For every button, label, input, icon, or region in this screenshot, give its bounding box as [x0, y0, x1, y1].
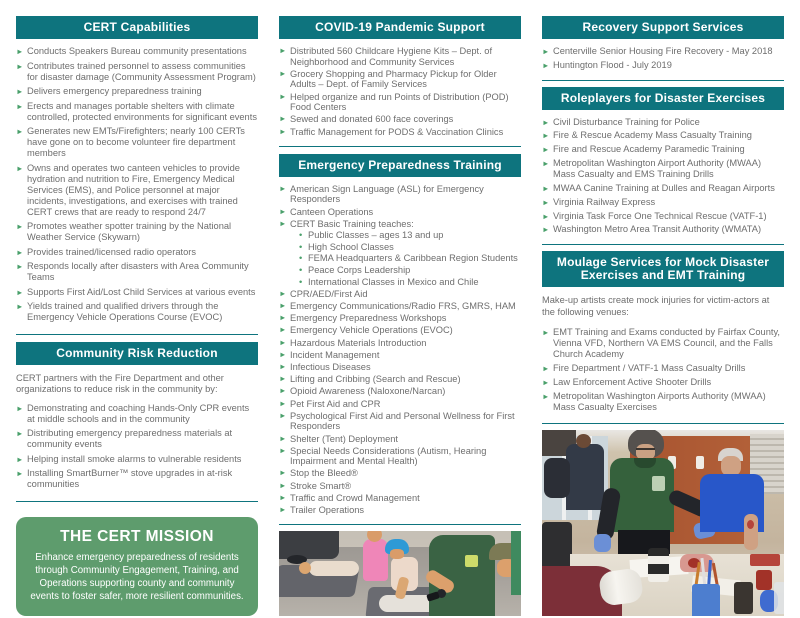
- section-header-recovery-support: Recovery Support Services: [542, 16, 784, 39]
- triangle-bullet-icon: ►: [279, 361, 287, 371]
- sub-list-item: [290, 230, 521, 241]
- section-divider: [279, 146, 521, 147]
- triangle-bullet-icon: ►: [279, 68, 287, 78]
- list-item: [279, 207, 521, 218]
- triangle-bullet-icon: ►: [279, 91, 287, 101]
- section-header-moulage: Moulage Services for Mock Disaster Exercises and EMT Training: [542, 251, 784, 287]
- list-item-content: [290, 411, 521, 432]
- triangle-bullet-icon: ►: [16, 222, 24, 231]
- list-item: [279, 114, 521, 125]
- list-item: [542, 60, 784, 71]
- list-item-text: Provides trained/licensed radio operators: [27, 246, 196, 257]
- list-item-text: Civil Disturbance Training for Police: [553, 116, 700, 127]
- list-item-text: Pet First Aid and CPR: [290, 398, 381, 409]
- list-item-text: Special Needs Considerations (Autism, Hearing Impairment and Mental Health): [290, 445, 487, 467]
- list-item: [279, 468, 521, 479]
- list-item-text: Installing SmartBurner™ stove upgrades in at-risk communities: [27, 468, 233, 489]
- moulage-workshop-photo: [542, 430, 784, 616]
- list-item-text: Fire and Rescue Academy Paramedic Training: [553, 144, 745, 155]
- triangle-bullet-icon: ►: [16, 302, 24, 311]
- list-item: [542, 144, 784, 155]
- sub-item-text: High School Classes: [308, 241, 394, 252]
- artist-logo-shape: [652, 476, 665, 491]
- list-item: [542, 130, 784, 141]
- list-item-content: [290, 219, 521, 288]
- section-header-community-risk-reduction: Community Risk Reduction: [16, 342, 258, 365]
- list-item: [279, 219, 521, 288]
- list-item: [16, 428, 258, 450]
- list-item-text: Fire & Rescue Academy Mass Casualty Training: [553, 130, 752, 141]
- list-item-text: Virginia Task Force One Technical Rescue (VATF-1): [553, 210, 767, 221]
- list-item-text: Emergency Preparedness Workshops: [290, 313, 447, 324]
- triangle-bullet-icon: ►: [542, 184, 550, 194]
- triangle-bullet-icon: ►: [279, 183, 287, 193]
- triangle-bullet-icon: ►: [542, 60, 550, 70]
- list-item-content: [290, 386, 521, 397]
- list-item-text: EMT Training and Exams conducted by Fairfax County, Vienna VFD, Northern VA EMS Council, and the Falls Church Academy: [553, 326, 781, 360]
- list-item-content: [290, 325, 521, 336]
- list-item: [16, 126, 258, 159]
- triangle-bullet-icon: ►: [279, 126, 287, 136]
- child-pink-shape: [363, 539, 388, 581]
- list-item: [542, 363, 784, 374]
- list-item-text: Incident Management: [290, 349, 380, 360]
- list-item-text: Erects and manages portable shelters with climate controlled, protected environments for significant events: [27, 100, 257, 122]
- section-header-cert-capabilities: CERT Capabilities: [16, 16, 258, 39]
- list-item: [279, 301, 521, 312]
- section-divider: [16, 501, 258, 502]
- list-item: [279, 493, 521, 504]
- list-item-text: Lifting and Cribbing (Search and Rescue): [290, 374, 461, 385]
- list-item-content: [290, 289, 521, 300]
- triangle-bullet-icon: ►: [542, 197, 550, 207]
- triangle-bullet-icon: ►: [279, 114, 287, 124]
- clear-bottle-shape: [774, 582, 784, 614]
- sub-list-item: [290, 265, 521, 276]
- list-item-text: Traffic and Crowd Management: [290, 492, 420, 503]
- list-item: [279, 362, 521, 373]
- section-header-emergency-preparedness-training: Emergency Preparedness Training: [279, 154, 521, 177]
- list-item: [16, 287, 258, 298]
- list-item: [16, 261, 258, 283]
- mock-wound-shape: [747, 520, 754, 529]
- list-item: [279, 46, 521, 67]
- triangle-bullet-icon: ►: [279, 301, 287, 311]
- triangle-bullet-icon: ►: [279, 374, 287, 384]
- list-item-text: CPR/AED/First Aid: [290, 288, 368, 299]
- list-item-content: [290, 374, 521, 385]
- green-board-shape: [511, 531, 521, 595]
- triangle-bullet-icon: ►: [542, 327, 550, 337]
- list-item: [279, 69, 521, 90]
- covid-support-list: [279, 46, 521, 139]
- list-item-text: Conducts Speakers Bureau community presentations: [27, 46, 247, 56]
- dot-bullet-icon: •: [299, 230, 303, 241]
- list-item: [279, 434, 521, 445]
- artist-collar-shape: [634, 458, 656, 468]
- instructor-badge-shape: [465, 555, 478, 567]
- list-item-text: Stroke Smart®: [290, 480, 352, 491]
- triangle-bullet-icon: ►: [542, 364, 550, 374]
- list-item-text: Centerville Senior Housing Fire Recovery - May 2018: [553, 46, 773, 56]
- list-item: [16, 247, 258, 258]
- list-item: [542, 377, 784, 388]
- triangle-bullet-icon: ►: [542, 117, 550, 127]
- list-item: [279, 386, 521, 397]
- list-item-text: Promotes weather spotter training by the National Weather Service (Skywarn): [27, 221, 232, 242]
- right-column: [542, 16, 784, 616]
- section-divider: [542, 80, 784, 81]
- dot-bullet-icon: •: [299, 265, 303, 276]
- triangle-bullet-icon: ►: [279, 206, 287, 216]
- section-divider: [542, 244, 784, 245]
- triangle-bullet-icon: ►: [16, 429, 24, 438]
- list-item: [279, 399, 521, 410]
- list-item-text: Helping install smoke alarms to vulnerable residents: [27, 453, 242, 464]
- list-item: [279, 350, 521, 361]
- list-item-text: Law Enforcement Active Shooter Drills: [553, 377, 712, 388]
- list-item-text: CERT Basic Training teaches:: [290, 218, 414, 229]
- triangle-bullet-icon: ►: [542, 131, 550, 141]
- list-item-text: Supports First Aid/Lost Child Services at various events: [27, 286, 256, 297]
- moulage-list: [542, 327, 784, 416]
- section-divider: [542, 423, 784, 424]
- list-item: [16, 46, 258, 57]
- mission-body: Enhance emergency preparedness of residents through Community Engagement, Training, and Operations supporting county and community events to foster safer, more resilient communities.: [30, 551, 244, 602]
- triangle-bullet-icon: ►: [542, 225, 550, 235]
- triangle-bullet-icon: ►: [279, 337, 287, 347]
- sub-item-text: Peace Corps Leadership: [308, 265, 411, 276]
- list-item-text: Huntington Flood - July 2019: [553, 59, 672, 70]
- list-item: [16, 468, 258, 490]
- risk-reduction-list: [16, 403, 258, 494]
- list-item: [279, 325, 521, 336]
- sub-list-item: [290, 242, 521, 253]
- triangle-bullet-icon: ►: [542, 145, 550, 155]
- artist-glasses-icon: [636, 448, 655, 450]
- triangle-bullet-icon: ►: [279, 480, 287, 490]
- triangle-bullet-icon: ►: [16, 262, 24, 271]
- vehicle-shape: [279, 531, 339, 559]
- bg-person-jacket-shape: [566, 444, 604, 510]
- list-item: [16, 163, 258, 218]
- blue-glove-shape: [594, 534, 611, 552]
- list-item-text: Hazardous Materials Introduction: [290, 337, 427, 348]
- list-item: [542, 183, 784, 194]
- triangle-bullet-icon: ►: [279, 445, 287, 455]
- triangle-bullet-icon: ►: [279, 46, 287, 55]
- list-item-text: Delivers emergency preparedness training: [27, 86, 202, 96]
- list-item-content: [290, 338, 521, 349]
- triangle-bullet-icon: ►: [279, 218, 287, 228]
- list-item: [16, 86, 258, 97]
- triangle-bullet-icon: ►: [16, 127, 24, 136]
- list-item-content: [290, 399, 521, 410]
- list-item: [16, 301, 258, 323]
- list-item-content: [290, 350, 521, 361]
- triangle-bullet-icon: ►: [279, 492, 287, 502]
- triangle-bullet-icon: ►: [279, 288, 287, 298]
- list-item: [279, 446, 521, 467]
- triangle-bullet-icon: ►: [542, 158, 550, 168]
- dot-bullet-icon: •: [299, 241, 303, 252]
- patient-face-shape: [721, 456, 741, 476]
- triangle-bullet-icon: ►: [16, 87, 24, 96]
- cpr-mannequin-left-shape: [309, 561, 359, 576]
- list-item: [279, 127, 521, 138]
- triangle-bullet-icon: ►: [542, 47, 550, 56]
- list-item-text: Opioid Awareness (Naloxone/Narcan): [290, 386, 446, 397]
- child-center-face-shape: [390, 549, 404, 559]
- dot-bullet-icon: •: [299, 276, 303, 287]
- middle-column: [279, 16, 521, 616]
- triangle-bullet-icon: ►: [279, 433, 287, 443]
- list-item-text: Metropolitan Washington Airport Authority (MWAA) Mass Casualty and EMS Training Drills: [553, 157, 762, 180]
- cpr-training-photo: [279, 531, 521, 616]
- list-item-text: Owns and operates two canteen vehicles to provide hydration and nutrition to Fire, Emergency Medical Services (EMS), and Police personnel at major incidents, investigations, and exercises with trained CERT crews that are ready to respond 24/7: [27, 162, 240, 217]
- list-item: [542, 46, 784, 57]
- triangle-bullet-icon: ►: [542, 391, 550, 401]
- cert-capabilities-list: [16, 46, 258, 327]
- triangle-bullet-icon: ►: [542, 378, 550, 388]
- triangle-bullet-icon: ►: [279, 349, 287, 359]
- triangle-bullet-icon: ►: [279, 468, 287, 478]
- list-item-text: Shelter (Tent) Deployment: [290, 433, 398, 444]
- list-item-content: [290, 434, 521, 445]
- list-item-text: Distributed 560 Childcare Hygiene Kits – Dept. of Neighborhood and Community Services: [290, 46, 493, 67]
- list-item: [542, 224, 784, 235]
- triangle-bullet-icon: ►: [16, 163, 24, 173]
- list-item-text: Demonstrating and coaching Hands-Only CPR events at middle schools and in the community: [27, 402, 250, 424]
- list-item: [279, 374, 521, 385]
- triangle-bullet-icon: ►: [279, 313, 287, 323]
- list-item-content: [290, 468, 521, 479]
- list-item: [16, 61, 258, 83]
- sub-item-text: Public Classes – ages 13 and up: [308, 230, 444, 241]
- list-item: [279, 289, 521, 300]
- list-item-text: Stop the Bleed®: [290, 468, 358, 479]
- list-item: [279, 184, 521, 205]
- triangle-bullet-icon: ►: [16, 469, 24, 478]
- paint-palette-shape: [750, 554, 780, 566]
- list-item-text: Virginia Railway Express: [553, 196, 656, 207]
- risk-reduction-intro: CERT partners with the Fire Department and other organizations to reduce risk in the community by:: [16, 372, 224, 394]
- recovery-list: [542, 46, 784, 74]
- list-item: [16, 403, 258, 425]
- list-item: [542, 391, 784, 414]
- list-item: [16, 454, 258, 465]
- list-item: [279, 505, 521, 516]
- mission-title: THE CERT MISSION: [60, 527, 214, 545]
- list-item-content: [290, 313, 521, 324]
- training-list: [279, 184, 521, 518]
- list-item-text: Canteen Operations: [290, 206, 374, 217]
- bg-backpack-shape: [544, 458, 570, 498]
- sub-list-item: [290, 277, 521, 288]
- list-item-text: Sewed and donated 600 face coverings: [290, 114, 454, 125]
- triangle-bullet-icon: ►: [279, 325, 287, 335]
- dot-bullet-icon: •: [299, 253, 303, 264]
- list-item-text: Yields trained and qualified drivers through the Emergency Vehicle Operations Course (EVOC): [27, 301, 223, 322]
- triangle-bullet-icon: ►: [279, 386, 287, 396]
- list-item-text: American Sign Language (ASL) for Emergency Responders: [290, 183, 484, 205]
- list-item-text: Grocery Shopping and Pharmacy Pickup for Older Adults – Dept. of Family Services: [290, 68, 497, 90]
- sub-item-text: FEMA Headquarters & Caribbean Region Students: [308, 253, 518, 264]
- list-item-content: [290, 481, 521, 492]
- list-item-content: [290, 362, 521, 373]
- list-item-content: [290, 207, 521, 218]
- list-item-text: Emergency Communications/Radio FRS, GMRS, HAM: [290, 301, 516, 312]
- sub-list: [290, 230, 521, 287]
- list-item: [16, 221, 258, 243]
- triangle-bullet-icon: ►: [279, 398, 287, 408]
- list-item-text: Washington Metro Area Transit Authority (WMATA): [553, 224, 762, 235]
- list-item-text: Responds locally after disasters with Area Community Teams: [27, 261, 249, 282]
- outlet-plate-shape: [696, 456, 704, 469]
- triangle-bullet-icon: ►: [279, 410, 287, 420]
- triangle-bullet-icon: ►: [16, 403, 24, 413]
- section-header-covid-support: COVID-19 Pandemic Support: [279, 16, 521, 39]
- list-item-text: Infectious Diseases: [290, 361, 371, 372]
- roleplayers-list: [542, 117, 784, 239]
- list-item-content: [290, 493, 521, 504]
- list-item: [16, 101, 258, 123]
- list-item-text: Helped organize and run Points of Distribution (POD) Food Centers: [290, 91, 509, 113]
- red-jar-shape: [756, 570, 772, 590]
- list-item-text: Psychological First Aid and Personal Wellness for First Responders: [290, 410, 515, 432]
- list-item: [542, 158, 784, 181]
- list-item: [542, 197, 784, 208]
- sub-item-text: International Classes in Mexico and Chile: [308, 276, 479, 287]
- list-item: [279, 313, 521, 324]
- dark-jar-shape: [734, 582, 753, 614]
- list-item: [279, 411, 521, 432]
- list-item: [542, 211, 784, 222]
- list-item-text: Metropolitan Washington Airports Authority (MWAA) Mass Casualty Exercises: [553, 390, 766, 413]
- list-item-text: Distributing emergency preparedness materials at community events: [27, 428, 233, 449]
- list-item-text: Generates new EMTs/Firefighters; nearly 100 CERTs have gone on to become volunteer fire department members: [27, 126, 245, 158]
- section-header-roleplayers: Roleplayers for Disaster Exercises: [542, 87, 784, 110]
- triangle-bullet-icon: ►: [16, 101, 24, 111]
- list-item: [279, 338, 521, 349]
- section-divider: [279, 524, 521, 525]
- list-item: [279, 481, 521, 492]
- triangle-bullet-icon: ►: [16, 61, 24, 71]
- list-item-content: [290, 446, 521, 467]
- coffee-cup-shape: [648, 548, 669, 582]
- triangle-bullet-icon: ►: [16, 287, 24, 297]
- triangle-bullet-icon: ►: [542, 211, 550, 221]
- list-item: [279, 92, 521, 113]
- list-item-text: Contributes trained personnel to assess communities for disaster damage (Community Assessment Program): [27, 60, 256, 82]
- list-item-content: [290, 184, 521, 205]
- triangle-bullet-icon: ►: [16, 47, 24, 56]
- list-item-text: Trailer Operations: [290, 505, 365, 516]
- list-item-text: Emergency Vehicle Operations (EVOC): [290, 325, 453, 336]
- section-divider: [16, 334, 258, 335]
- triangle-bullet-icon: ►: [16, 247, 24, 257]
- bg-person-head-shape: [576, 434, 591, 448]
- list-item-content: [290, 301, 521, 312]
- list-item-content: [290, 505, 521, 516]
- list-item: [542, 327, 784, 361]
- moulage-intro: Make-up artists create mock injuries for victim-actors at the following venues:: [542, 295, 770, 317]
- triangle-bullet-icon: ►: [16, 454, 24, 464]
- list-item-text: Traffic Management for PODS & Vaccination Clinics: [290, 126, 504, 137]
- cert-mission-box: [16, 517, 258, 617]
- left-column: [16, 16, 258, 616]
- list-item: [542, 117, 784, 128]
- triangle-bullet-icon: ►: [279, 505, 287, 515]
- list-item-text: Fire Department / VATF-1 Mass Casualty Drills: [553, 363, 746, 374]
- sub-list-item: [290, 253, 521, 264]
- list-item-text: MWAA Canine Training at Dulles and Reagan Airports: [553, 183, 775, 194]
- brush-cup-shape: [692, 584, 720, 616]
